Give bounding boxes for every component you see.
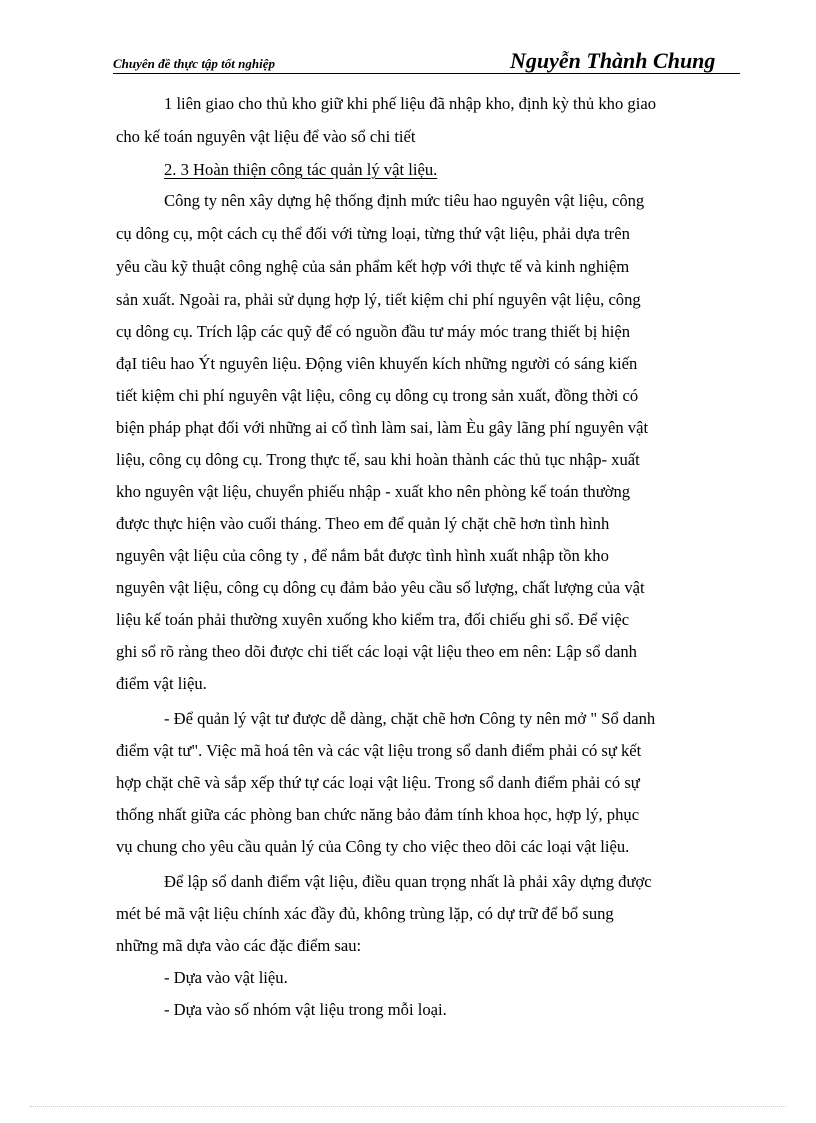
body-line: cụ dông cụ. Trích lập các quỹ để có nguồn đầu tư máy móc trang thiết bị hiện (116, 322, 631, 341)
body-line: cho kế toán nguyên vật liệu để vào sổ chi tiết (116, 127, 416, 146)
body-line: tiết kiệm chi phí nguyên vật liệu, công cụ dông cụ trong sản xuất, đồng thời có (116, 386, 639, 405)
body-line: hợp chặt chẽ và sắp xếp thứ tự các loại vật liệu. Trong sổ danh điểm phải có sự (116, 773, 640, 792)
body-line: sản xuất. Ngoài ra, phải sử dụng hợp lý, tiết kiệm chi phí nguyên vật liệu, công (116, 290, 641, 309)
body-line: Công ty nên xây dựng hệ thống định mức tiêu hao nguyên vật liệu, công (164, 191, 645, 210)
header-author-name: Nguyễn Thành Chung (510, 48, 716, 73)
body-line: Để lập sổ danh điểm vật liệu, điều quan trọng nhất là phải xây dựng được (164, 872, 652, 891)
body-line: ghi sổ rõ ràng theo dõi được chi tiết các loại vật liệu theo em nên: Lập sổ danh (116, 642, 637, 661)
body-line: 1 liên giao cho thủ kho giữ khi phế liệu đã nhập kho, định kỳ thủ kho giao (164, 94, 656, 113)
body-line: - Để quản lý vật tư được dễ dàng, chặt chẽ hơn Công ty nên mở " Sổ danh (164, 709, 656, 728)
body-line: liệu, công cụ dông cụ. Trong thực tế, sau khi hoàn thành các thủ tục nhập- xuất (116, 450, 640, 469)
body-line: đạI tiêu hao Ýt nguyên liệu. Động viên khuyến kích những người có sáng kiến (116, 354, 638, 373)
page-header (113, 46, 740, 74)
section-heading: 2. 3 Hoàn thiện công tác quản lý vật liệu. (164, 160, 438, 179)
body-line: biện pháp phạt đối với những ai cố tình làm sai, làm Èu gây lãng phí nguyên vật (116, 418, 649, 437)
body-line: nguyên vật liệu của công ty , để nắm bắt được tình hình xuất nhập tồn kho (116, 546, 609, 565)
body-line: thống nhất giữa các phòng ban chức năng bảo đảm tính khoa học, hợp lý, phục (116, 805, 640, 824)
body-line: vụ chung cho yêu cầu quản lý của Công ty cho việc theo dõi các loại vật liệu. (116, 837, 630, 856)
body-line: liệu kế toán phải thường xuyên xuống kho kiểm tra, đối chiếu ghi sổ. Để việc (116, 610, 630, 629)
body-line: được thực hiện vào cuối tháng. Theo em để quản lý chặt chẽ hơn tình hình (116, 514, 610, 533)
body-line: yêu cầu kỹ thuật công nghệ của sản phẩm kết hợp với thực tế và kinh nghiệm (116, 257, 630, 276)
body-line: cụ dông cụ, một cách cụ thể đối với từng loại, từng thứ vật liệu, phải dựa trên (116, 224, 630, 243)
body-line: nguyên vật liệu, công cụ dông cụ đảm bảo yêu cầu số lượng, chất lượng của vật (116, 578, 645, 597)
body-line: điểm vật liệu. (116, 674, 207, 693)
header-divider (113, 73, 740, 74)
body-line: kho nguyên vật liệu, chuyển phiếu nhập - xuất kho nên phòng kế toán thường (116, 482, 631, 501)
body-line: - Dựa vào vật liệu. (164, 968, 288, 987)
body-line: điểm vật tư". Việc mã hoá tên và các vật liệu trong sổ danh điểm phải có sự kết (116, 741, 642, 760)
body-line: mét bé mã vật liệu chính xác đầy đủ, không trùng lặp, có dự trữ để bổ sung (116, 904, 614, 923)
page-bottom-border (30, 1106, 786, 1107)
header-document-title: Chuyên đề thực tập tốt nghiệp (113, 56, 275, 71)
body-line: những mã dựa vào các đặc điểm sau: (116, 936, 362, 955)
body-line: - Dựa vào số nhóm vật liệu trong mỗi loại. (164, 1000, 447, 1019)
